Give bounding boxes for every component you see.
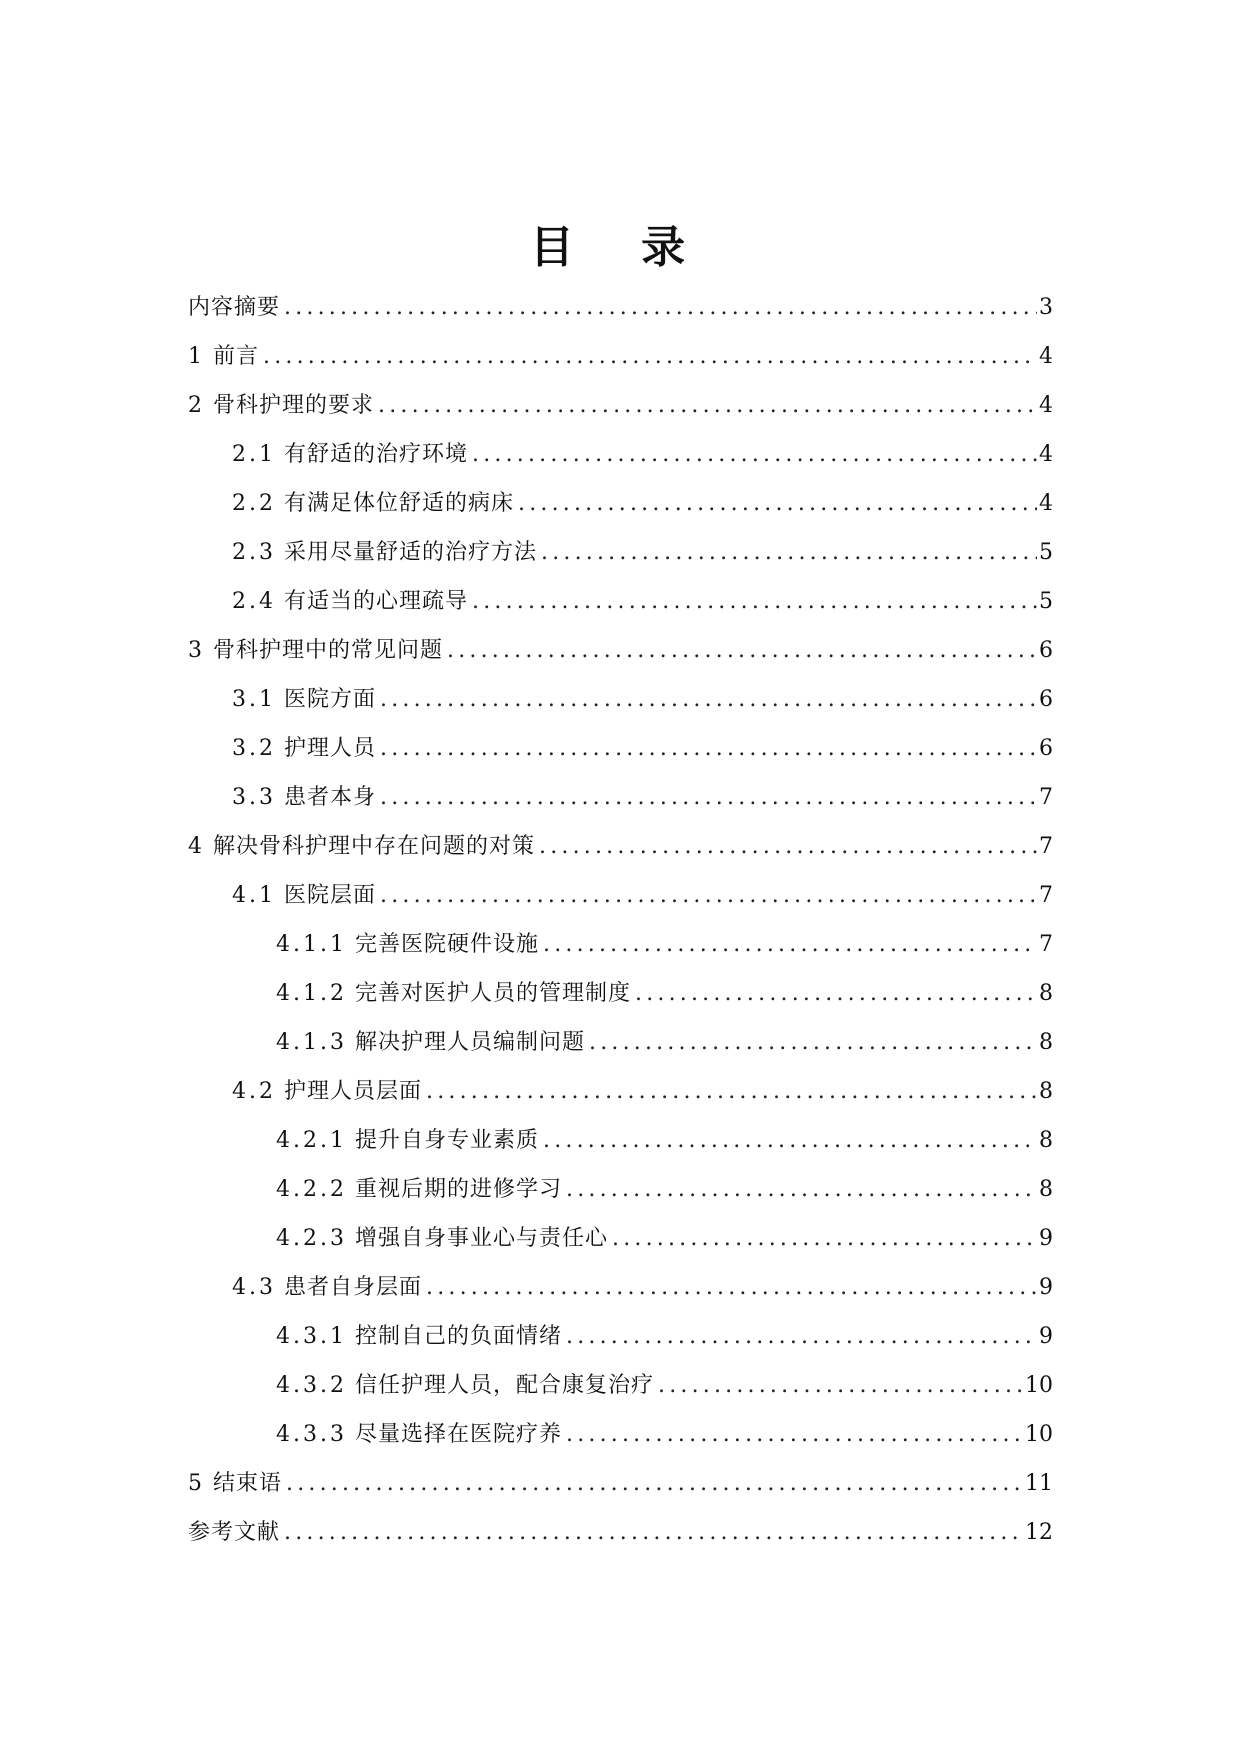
toc-entry-page-number: 8 bbox=[1039, 981, 1053, 1006]
toc-entry-page-number: 7 bbox=[1039, 785, 1053, 810]
toc-entry-number: 4.2.3 bbox=[276, 1226, 347, 1251]
toc-entry-page-number: 7 bbox=[1039, 834, 1053, 859]
dot-leader bbox=[472, 577, 1037, 626]
page-title: 目 录 bbox=[529, 222, 712, 273]
toc-entry-number: 4.3.3 bbox=[276, 1422, 347, 1447]
toc-entry-page-number: 10 bbox=[1025, 1422, 1053, 1447]
dot-leader bbox=[635, 969, 1037, 1018]
toc-entry-number: 4.1 bbox=[232, 883, 276, 908]
toc-entry[interactable] bbox=[188, 1312, 1053, 1361]
toc-entry[interactable] bbox=[188, 1067, 1053, 1116]
toc-entry-title: 重视后期的进修学习 bbox=[354, 1177, 562, 1202]
toc-entry[interactable] bbox=[188, 1165, 1053, 1214]
toc-entry-page-number: 10 bbox=[1025, 1373, 1053, 1398]
dot-leader bbox=[426, 1067, 1037, 1116]
dot-leader bbox=[284, 283, 1037, 332]
toc-entry-title: 患者自身层面 bbox=[284, 1275, 423, 1300]
toc-entry-title: 患者本身 bbox=[284, 785, 377, 810]
toc-entry-title: 尽量选择在医院疗养 bbox=[354, 1422, 562, 1447]
toc-entry-title: 解决骨科护理中存在问题的对策 bbox=[213, 834, 536, 859]
dot-leader bbox=[566, 1410, 1023, 1459]
toc-entry[interactable] bbox=[188, 1410, 1053, 1459]
toc-entry-number: 2.3 bbox=[232, 540, 276, 565]
toc-entry-title: 前言 bbox=[213, 344, 260, 369]
toc-entry-number: 4.2.2 bbox=[276, 1177, 347, 1202]
toc-entry-page-number: 12 bbox=[1025, 1520, 1053, 1545]
toc-entry-title: 控制自己的负面情绪 bbox=[354, 1324, 562, 1349]
toc-entry-title: 完善对医护人员的管理制度 bbox=[354, 981, 631, 1006]
toc-entry-page-number: 9 bbox=[1039, 1275, 1053, 1300]
toc-entry[interactable] bbox=[188, 1116, 1053, 1165]
toc-entry-number: 4.2.1 bbox=[276, 1128, 347, 1153]
toc-entry-title: 信任护理人员，配合康复治疗 bbox=[354, 1373, 654, 1398]
toc-entry-page-number: 5 bbox=[1039, 589, 1053, 614]
toc-entry-number: 4.3.2 bbox=[276, 1373, 347, 1398]
toc-entry[interactable] bbox=[188, 1263, 1053, 1312]
dot-leader bbox=[543, 1116, 1037, 1165]
toc-entry-title: 增强自身事业心与责任心 bbox=[354, 1226, 608, 1251]
dot-leader bbox=[380, 871, 1037, 920]
toc-entry[interactable] bbox=[188, 332, 1053, 381]
toc-entry[interactable] bbox=[188, 871, 1053, 920]
toc-entry[interactable] bbox=[188, 724, 1053, 773]
toc-entry-page-number: 8 bbox=[1039, 1128, 1053, 1153]
toc-entry-number: 1 bbox=[188, 344, 205, 369]
toc-entry[interactable] bbox=[188, 1214, 1053, 1263]
toc-entry-title: 医院层面 bbox=[284, 883, 377, 908]
dot-leader bbox=[543, 920, 1037, 969]
toc-entry-title: 护理人员层面 bbox=[284, 1079, 423, 1104]
dot-leader bbox=[426, 1263, 1037, 1312]
toc-entry-number: 2.1 bbox=[232, 442, 276, 467]
toc-entry-title: 结束语 bbox=[213, 1471, 283, 1496]
toc-entry-page-number: 4 bbox=[1039, 344, 1053, 369]
dot-leader bbox=[566, 1312, 1037, 1361]
toc-entry-number: 4.1.2 bbox=[276, 981, 347, 1006]
toc-entry-number: 3.1 bbox=[232, 687, 276, 712]
toc-entry-title: 参考文献 bbox=[188, 1520, 281, 1545]
toc-entry-page-number: 8 bbox=[1039, 1079, 1053, 1104]
dot-leader bbox=[378, 381, 1037, 430]
dot-leader bbox=[541, 528, 1037, 577]
toc-entry-page-number: 5 bbox=[1039, 540, 1053, 565]
toc-entry[interactable] bbox=[188, 1508, 1053, 1557]
toc-entry-page-number: 9 bbox=[1039, 1324, 1053, 1349]
toc-entry-page-number: 8 bbox=[1039, 1030, 1053, 1055]
toc-entry[interactable] bbox=[188, 1459, 1053, 1508]
toc-entry-page-number: 8 bbox=[1039, 1177, 1053, 1202]
toc-entry-title: 有适当的心理疏导 bbox=[284, 589, 469, 614]
toc-entry-number: 2.4 bbox=[232, 589, 276, 614]
toc-entry-title: 骨科护理的要求 bbox=[213, 393, 375, 418]
toc-entry-number: 3 bbox=[188, 638, 205, 663]
toc-entry-page-number: 6 bbox=[1039, 736, 1053, 761]
toc-entry-title: 护理人员 bbox=[284, 736, 377, 761]
table-of-contents bbox=[188, 283, 1053, 1557]
dot-leader bbox=[518, 479, 1037, 528]
toc-entry[interactable] bbox=[188, 1361, 1053, 1410]
toc-entry-number: 3.2 bbox=[232, 736, 276, 761]
toc-entry-page-number: 6 bbox=[1039, 638, 1053, 663]
dot-leader bbox=[539, 822, 1037, 871]
toc-entry-title: 医院方面 bbox=[284, 687, 377, 712]
toc-entry[interactable] bbox=[188, 381, 1053, 430]
toc-entry-page-number: 4 bbox=[1039, 393, 1053, 418]
toc-entry-title: 完善医院硬件设施 bbox=[354, 932, 539, 957]
toc-entry-title: 有舒适的治疗环境 bbox=[284, 442, 469, 467]
toc-entry-page-number: 9 bbox=[1039, 1226, 1053, 1251]
dot-leader bbox=[472, 430, 1037, 479]
toc-entry-page-number: 3 bbox=[1039, 295, 1053, 320]
toc-entry-number: 4 bbox=[188, 834, 205, 859]
toc-entry-number: 4.1.1 bbox=[276, 932, 347, 957]
toc-entry-title: 提升自身专业素质 bbox=[354, 1128, 539, 1153]
dot-leader bbox=[380, 773, 1037, 822]
toc-entry[interactable] bbox=[188, 528, 1053, 577]
toc-entry-page-number: 4 bbox=[1039, 442, 1053, 467]
dot-leader bbox=[286, 1459, 1023, 1508]
dot-leader bbox=[612, 1214, 1037, 1263]
toc-entry[interactable] bbox=[188, 479, 1053, 528]
toc-entry[interactable] bbox=[188, 577, 1053, 626]
dot-leader bbox=[447, 626, 1037, 675]
toc-entry-page-number: 6 bbox=[1039, 687, 1053, 712]
dot-leader bbox=[380, 675, 1037, 724]
toc-entry-title: 解决护理人员编制问题 bbox=[354, 1030, 585, 1055]
toc-entry[interactable] bbox=[188, 920, 1053, 969]
toc-entry-page-number: 7 bbox=[1039, 932, 1053, 957]
dot-leader bbox=[589, 1018, 1037, 1067]
toc-entry[interactable] bbox=[188, 283, 1053, 332]
toc-entry-title: 采用尽量舒适的治疗方法 bbox=[284, 540, 538, 565]
toc-entry-page-number: 7 bbox=[1039, 883, 1053, 908]
toc-entry-page-number: 11 bbox=[1025, 1471, 1053, 1496]
toc-entry-title: 骨科护理中的常见问题 bbox=[213, 638, 444, 663]
dot-leader bbox=[263, 332, 1037, 381]
toc-entry[interactable] bbox=[188, 773, 1053, 822]
toc-entry-number: 5 bbox=[188, 1471, 205, 1496]
toc-entry-number: 4.2 bbox=[232, 1079, 276, 1104]
toc-entry-number: 4.1.3 bbox=[276, 1030, 347, 1055]
toc-entry[interactable] bbox=[188, 626, 1053, 675]
toc-entry[interactable] bbox=[188, 675, 1053, 724]
toc-entry-number: 4.3.1 bbox=[276, 1324, 347, 1349]
toc-entry-title: 有满足体位舒适的病床 bbox=[284, 491, 515, 516]
dot-leader bbox=[566, 1165, 1037, 1214]
toc-entry[interactable] bbox=[188, 969, 1053, 1018]
dot-leader bbox=[284, 1508, 1023, 1557]
toc-entry-number: 2.2 bbox=[232, 491, 276, 516]
dot-leader bbox=[380, 724, 1037, 773]
toc-entry-number: 3.3 bbox=[232, 785, 276, 810]
dot-leader bbox=[658, 1361, 1023, 1410]
toc-entry-number: 4.3 bbox=[232, 1275, 276, 1300]
toc-entry[interactable] bbox=[188, 1018, 1053, 1067]
toc-entry-title: 内容摘要 bbox=[188, 295, 281, 320]
toc-entry[interactable] bbox=[188, 822, 1053, 871]
toc-entry-page-number: 4 bbox=[1039, 491, 1053, 516]
toc-entry-number: 2 bbox=[188, 393, 205, 418]
toc-entry[interactable] bbox=[188, 430, 1053, 479]
